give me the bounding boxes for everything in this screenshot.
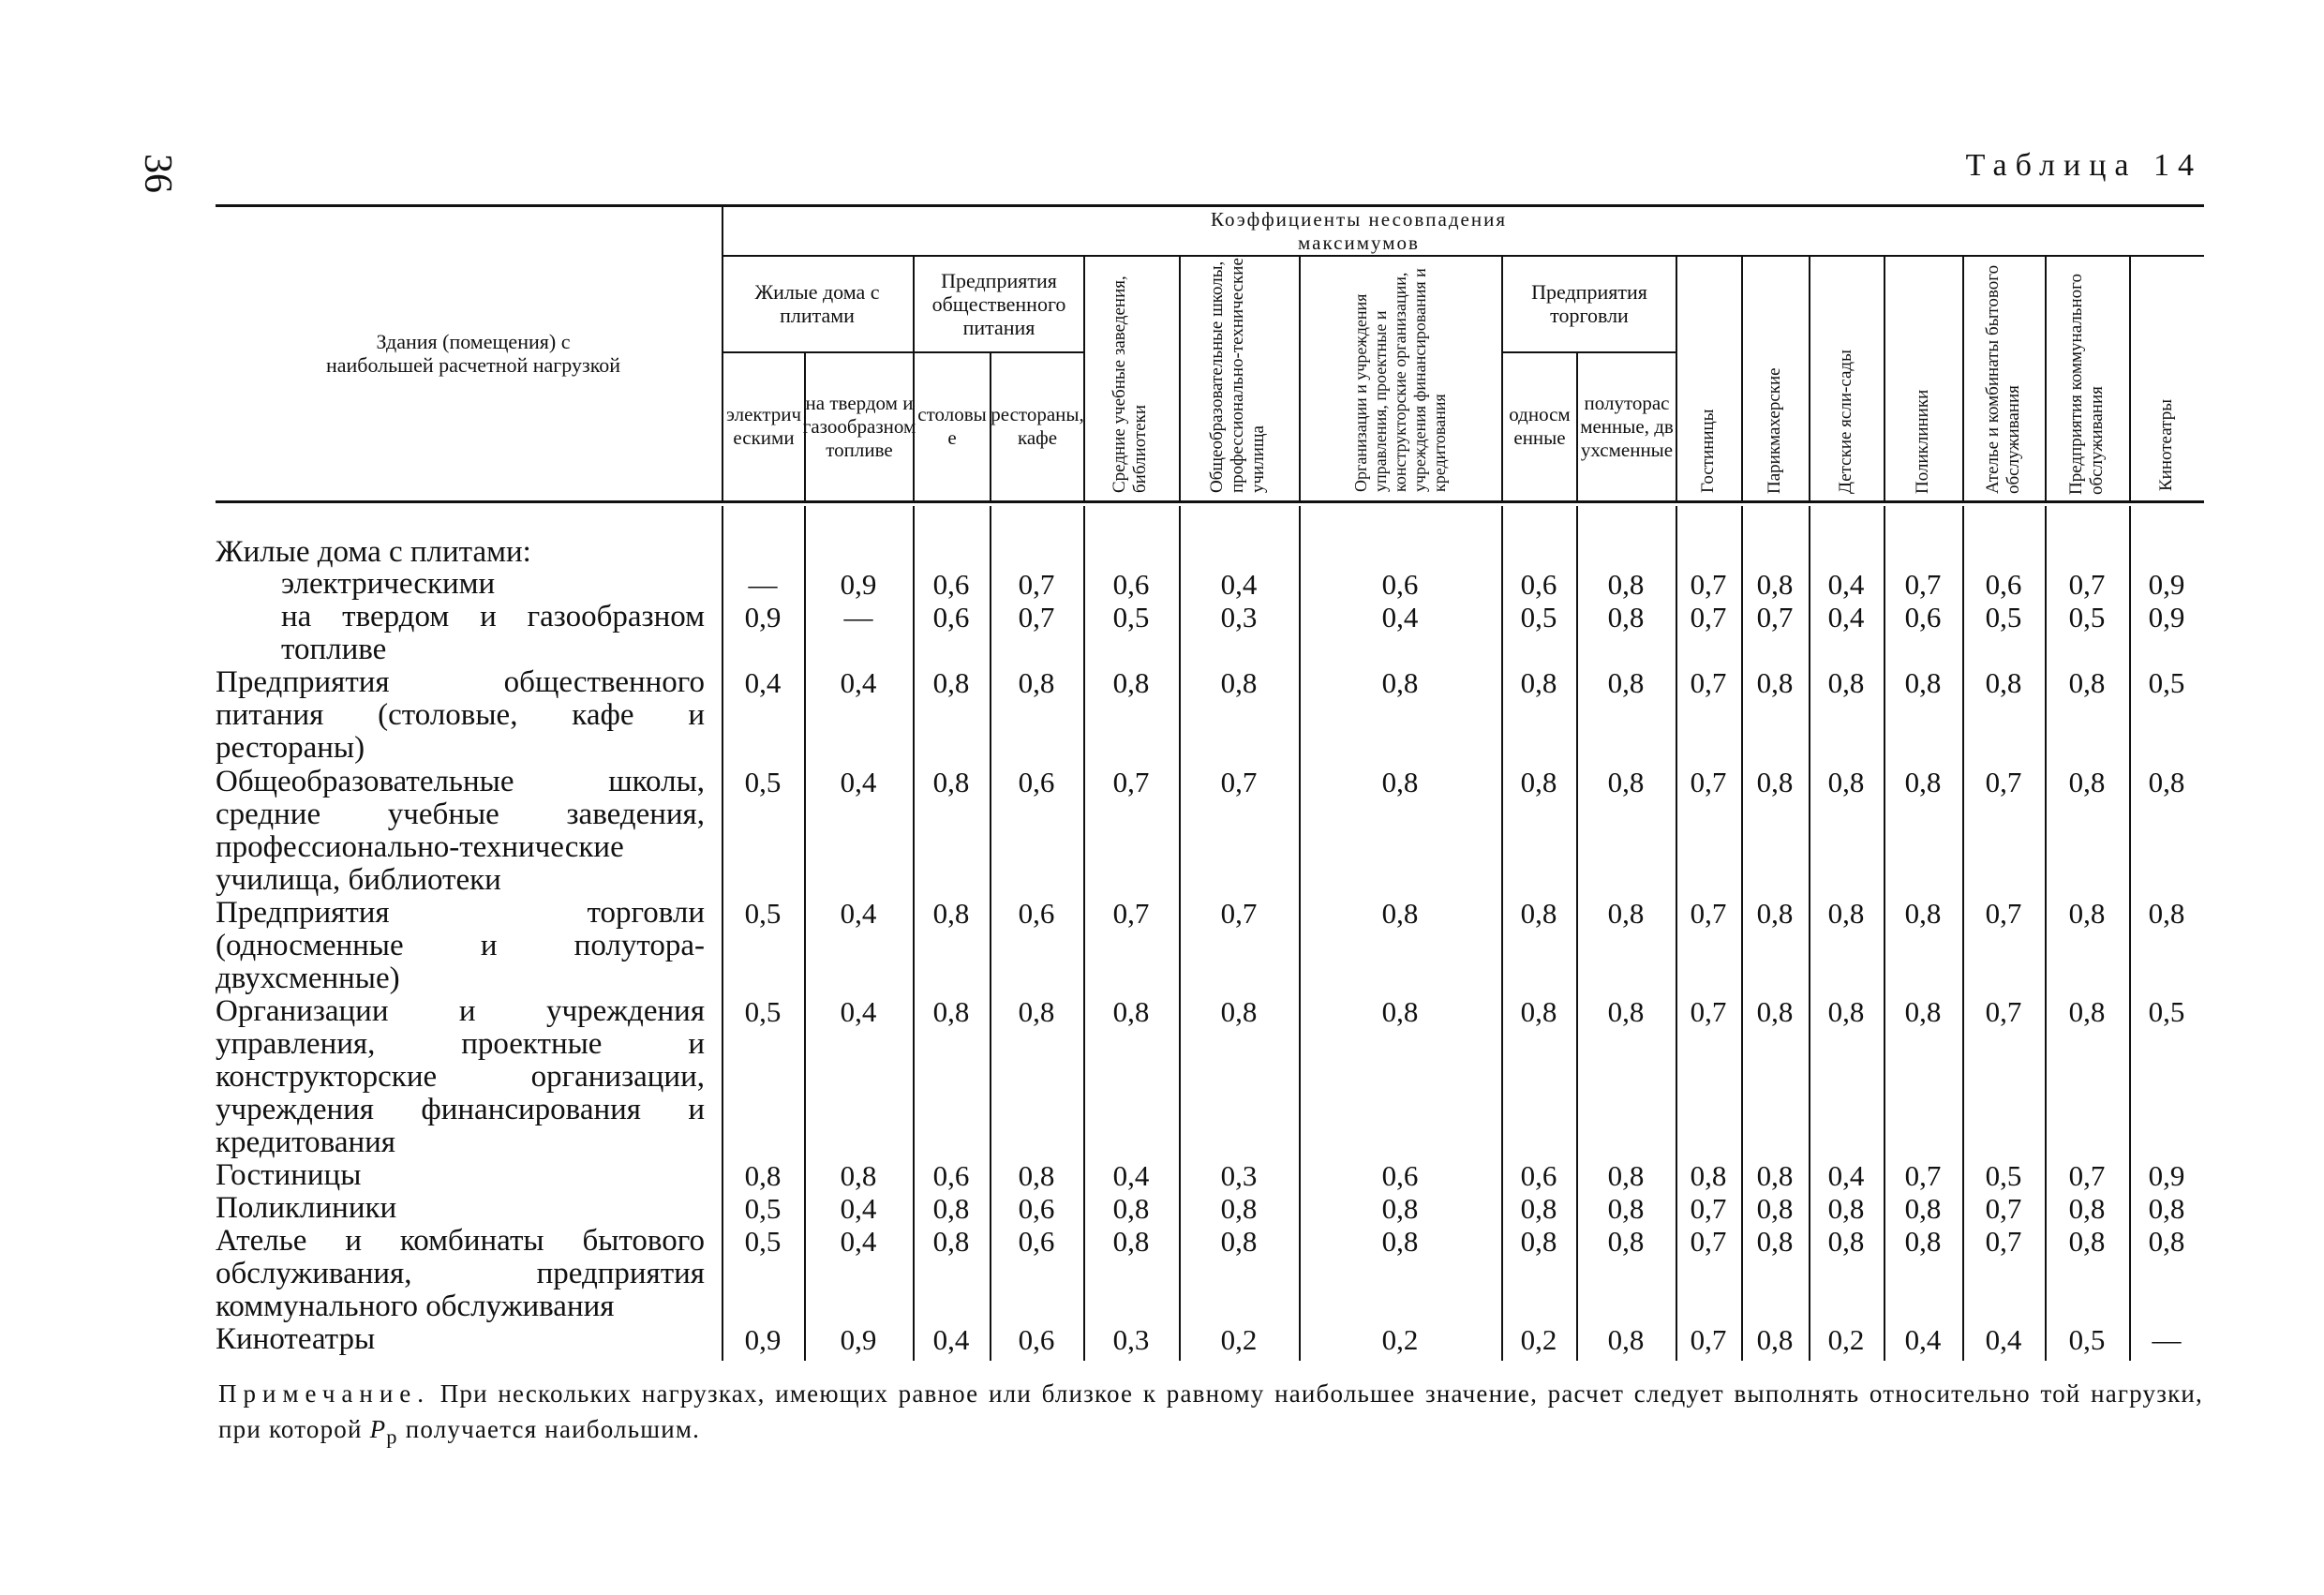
table-cell: 0,5 — [744, 897, 782, 930]
table-cell: 0,8 — [2068, 995, 2106, 1028]
table-cell: 0,8 — [1756, 568, 1794, 601]
row-label-trade: Предприятия торговли (односменные и полутора-двухсменные) — [216, 896, 705, 995]
row-label-solid-fuel: на твердом и газообразном топливе — [281, 600, 705, 666]
table-cell: 0,4 — [840, 666, 877, 699]
table-cell: 0,8 — [1827, 897, 1865, 930]
row-label-organizations: Организации и учреждения управления, проектные и конструкторские организации, учреждения финансирования и кредитования — [216, 994, 705, 1159]
table-cell: 0,5 — [1112, 601, 1150, 634]
table-cell: 0,9 — [840, 1323, 877, 1356]
table-cell: 0,8 — [1827, 1225, 1865, 1258]
column-header-polyclinics: Поликлиники — [1913, 389, 1932, 494]
table-cell: 0,7 — [1690, 995, 1727, 1028]
table-cell: 0,4 — [1985, 1323, 2022, 1356]
table-cell: 0,9 — [744, 1323, 782, 1356]
page-number: 36 — [136, 154, 179, 193]
table-cell: 0,7 — [1112, 766, 1150, 798]
table-cell: 0,4 — [1112, 1159, 1150, 1192]
table-cell: 0,3 — [1220, 601, 1258, 634]
table-cell: 0,8 — [1381, 1225, 1419, 1258]
table-cell: 0,8 — [1520, 666, 1557, 699]
table-cell: 0,6 — [1018, 1192, 1055, 1225]
table-cell: 0,4 — [840, 897, 877, 930]
table-cell: 0,6 — [1018, 766, 1055, 798]
note-text-after: получается наибольшим. — [405, 1415, 701, 1443]
table-cell: 0,8 — [1018, 995, 1055, 1028]
table-cell: 0,5 — [2148, 995, 2185, 1028]
table-cell: 0,8 — [2148, 766, 2185, 798]
table-cell: 0,8 — [1904, 1192, 1942, 1225]
table-cell: 0,7 — [1904, 1159, 1942, 1192]
row-label-ateliers: Ателье и комбинаты бытового обслуживания, предприятия коммунального обслуживания — [216, 1224, 705, 1323]
row-header: Здания (помещения) с наибольшей расчетной нагрузкой — [325, 330, 621, 377]
column-header-secondary-schools: Средние учебные заведения, библиотеки — [1110, 276, 1150, 493]
table-cell: 0,8 — [1827, 1192, 1865, 1225]
table-cell: 0,8 — [1607, 1225, 1645, 1258]
table-cell: 0,6 — [1381, 568, 1419, 601]
table-cell: 0,7 — [1690, 601, 1727, 634]
table-cell: 0,6 — [932, 568, 970, 601]
table-cell: 0,9 — [744, 601, 782, 634]
table-cell: 0,5 — [2068, 1323, 2106, 1356]
table-cell: 0,8 — [1756, 995, 1794, 1028]
table-cell: 0,7 — [1904, 568, 1942, 601]
table-cell: 0,3 — [1220, 1159, 1258, 1192]
table-cell: 0,8 — [744, 1159, 782, 1192]
table-cell: 0,4 — [1381, 601, 1419, 634]
column-header-general-schools: Общеобразовательные школы, профессионально-технические училища — [1207, 258, 1268, 493]
table-cell: 0,8 — [2068, 897, 2106, 930]
column-header-solid-fuel: на твердом и газообразном топливе — [802, 391, 916, 461]
note-subscript: р — [386, 1424, 398, 1449]
table-cell: 0,7 — [1690, 897, 1727, 930]
table-cell: 0,8 — [1607, 897, 1645, 930]
table-cell: 0,4 — [1904, 1323, 1942, 1356]
table-cell: 0,7 — [1690, 1192, 1727, 1225]
table-cell: 0,5 — [744, 995, 782, 1028]
row-label-schools: Общеобразовательные школы, средние учебные заведения, профессионально-технические училища, библиотеки — [216, 765, 705, 897]
table-cell: 0,8 — [1112, 666, 1150, 699]
table-cell: 0,8 — [1607, 766, 1645, 798]
table-cell: 0,6 — [1520, 1159, 1557, 1192]
table-cell: 0,8 — [1607, 601, 1645, 634]
table-cell: 0,6 — [1112, 568, 1150, 601]
table-cell: 0,7 — [2068, 568, 2106, 601]
table-cell: 0,2 — [1220, 1323, 1258, 1356]
table-cell: 0,2 — [1520, 1323, 1557, 1356]
table-cell: 0,8 — [1827, 666, 1865, 699]
table-cell: 0,8 — [1904, 1225, 1942, 1258]
table-cell: 0,4 — [1827, 601, 1865, 634]
table-cell: 0,9 — [2148, 1159, 2185, 1192]
table-cell: — — [843, 601, 873, 634]
table-cell: 0,8 — [1220, 1192, 1258, 1225]
column-header-kindergartens: Детские ясли-сады — [1836, 350, 1855, 494]
table-cell: 0,6 — [932, 601, 970, 634]
column-header-hotels: Гостиницы — [1698, 409, 1718, 493]
table-cell: 0,7 — [1018, 601, 1055, 634]
table-cell: 0,8 — [932, 995, 970, 1028]
table-cell: 0,9 — [840, 568, 877, 601]
table-cell: 0,5 — [1985, 601, 2022, 634]
table-cell: 0,8 — [840, 1159, 877, 1192]
table-cell: 0,8 — [1520, 1192, 1557, 1225]
table-cell: — — [2152, 1323, 2182, 1356]
table-cell: 0,4 — [744, 666, 782, 699]
table-cell: 0,7 — [1220, 897, 1258, 930]
table-cell: 0,8 — [1381, 995, 1419, 1028]
group-header-trade: Предприятия торговли — [1531, 280, 1647, 327]
table-cell: 0,5 — [2148, 666, 2185, 699]
table-cell: 0,8 — [1756, 1192, 1794, 1225]
table-cell: 0,8 — [1520, 897, 1557, 930]
table-cell: 0,4 — [840, 766, 877, 798]
row-label-polyclinics: Поликлиники — [216, 1191, 397, 1225]
table-cell: 0,7 — [1985, 1225, 2022, 1258]
table-cell: 0,4 — [1827, 568, 1865, 601]
table-cell: 0,8 — [932, 897, 970, 930]
column-header-communal-services: Предприятия коммунального обслуживания — [2066, 274, 2107, 495]
table-cell: 0,8 — [932, 666, 970, 699]
table-cell: 0,8 — [1018, 666, 1055, 699]
table-cell: 0,7 — [1690, 1323, 1727, 1356]
table-cell: 0,8 — [1381, 666, 1419, 699]
table-cell: 0,8 — [1607, 1192, 1645, 1225]
table-cell: 0,5 — [744, 1225, 782, 1258]
table-cell: 0,8 — [2148, 897, 2185, 930]
table-cell: 0,8 — [1381, 897, 1419, 930]
table-cell: 0,8 — [1904, 766, 1942, 798]
table-cell: 0,8 — [2068, 666, 2106, 699]
note-symbol: P — [369, 1415, 387, 1443]
table-cell: 0,8 — [1220, 995, 1258, 1028]
column-header-one-shift: односменные — [1509, 403, 1571, 449]
table-cell: 0,6 — [1985, 568, 2022, 601]
table-cell: 0,5 — [2068, 601, 2106, 634]
table-cell: 0,4 — [840, 1192, 877, 1225]
table-cell: 0,7 — [1220, 766, 1258, 798]
table-cell: 0,8 — [1112, 1225, 1150, 1258]
table-cell: 0,4 — [1220, 568, 1258, 601]
table-cell: 0,7 — [1690, 666, 1727, 699]
column-header-restaurants: рестораны, кафе — [991, 403, 1084, 449]
table-cell: 0,5 — [744, 1192, 782, 1225]
table-cell: 0,7 — [1985, 995, 2022, 1028]
table-cell: 0,6 — [1381, 1159, 1419, 1192]
row-label-hotels: Гостиницы — [216, 1158, 362, 1192]
table-cell: 0,6 — [1520, 568, 1557, 601]
table-cell: 0,8 — [1381, 1192, 1419, 1225]
super-header: Коэффициенты несовпадения максимумов — [1210, 208, 1508, 254]
table-cell: 0,7 — [1690, 1225, 1727, 1258]
table-cell: 0,8 — [1756, 766, 1794, 798]
table-cell: 0,9 — [2148, 568, 2185, 601]
table-cell: 0,8 — [932, 766, 970, 798]
column-header-ateliers: Ателье и комбинаты бытового обслуживания — [1983, 264, 2023, 494]
group-header-catering: Предприятия общественного питания — [931, 268, 1066, 339]
note-lead: Примечание. — [218, 1379, 431, 1408]
table-cell: 0,6 — [932, 1159, 970, 1192]
table-cell: 0,8 — [1904, 897, 1942, 930]
table-cell: 0,6 — [1018, 1323, 1055, 1356]
table-cell: 0,8 — [1756, 1225, 1794, 1258]
table-cell: 0,8 — [2148, 1192, 2185, 1225]
column-header-hairdressers: Парикмахерские — [1765, 367, 1784, 494]
table-cell: 0,6 — [1018, 1225, 1055, 1258]
row-label-cinemas: Кинотеатры — [216, 1322, 376, 1356]
table-cell: 0,8 — [1756, 1159, 1794, 1192]
table-cell: 0,8 — [1607, 1323, 1645, 1356]
table-cell: 0,8 — [2068, 766, 2106, 798]
table-cell: 0,7 — [2068, 1159, 2106, 1192]
row-label-residential-group: Жилые дома с плитами: — [216, 535, 531, 569]
column-header-two-shift: полуторасменные, двухсменные — [1580, 391, 1674, 461]
table-cell: 0,8 — [2068, 1225, 2106, 1258]
column-header-canteens: столовые — [917, 403, 987, 449]
table-cell: 0,8 — [1827, 995, 1865, 1028]
table-cell: 0,7 — [1018, 568, 1055, 601]
table-cell: 0,9 — [2148, 601, 2185, 634]
table-cell: 0,2 — [1827, 1323, 1865, 1356]
table-cell: 0,8 — [1220, 666, 1258, 699]
table-cell: 0,3 — [1112, 1323, 1150, 1356]
table-cell: 0,7 — [1112, 897, 1150, 930]
table-cell: 0,8 — [1904, 666, 1942, 699]
table-cell: 0,7 — [1756, 601, 1794, 634]
table-cell: 0,8 — [1520, 1225, 1557, 1258]
table-cell: 0,5 — [1985, 1159, 2022, 1192]
table-cell: 0,5 — [744, 766, 782, 798]
table-cell: 0,8 — [1607, 1159, 1645, 1192]
table-title: Таблица 14 — [1965, 148, 2202, 183]
group-header-residential: Жилые дома с плитами — [754, 280, 880, 327]
table-cell: 0,2 — [1381, 1323, 1419, 1356]
table-cell: 0,8 — [2068, 1192, 2106, 1225]
table-cell: 0,8 — [2148, 1225, 2185, 1258]
column-header-cinemas: Кинотеатры — [2156, 399, 2176, 491]
table-cell: 0,8 — [1827, 766, 1865, 798]
table-cell: 0,8 — [1690, 1159, 1727, 1192]
table-cell: 0,8 — [1220, 1225, 1258, 1258]
table-cell: 0,8 — [1112, 1192, 1150, 1225]
table-cell: 0,8 — [1607, 666, 1645, 699]
table-cell: 0,4 — [932, 1323, 970, 1356]
table-cell: 0,7 — [1985, 1192, 2022, 1225]
table-cell: — — [748, 568, 778, 601]
table-cell: 0,8 — [1381, 766, 1419, 798]
table-cell: 0,7 — [1985, 766, 2022, 798]
table-cell: 0,5 — [1520, 601, 1557, 634]
note-text-before: При нескольких нагрузках, имеющих равное или близкое к равному наибольшее значение, расчет следует выполнять относительно той нагрузки, при которой — [218, 1379, 2204, 1443]
table-cell: 0,4 — [1827, 1159, 1865, 1192]
table-cell: 0,8 — [932, 1225, 970, 1258]
table-cell: 0,8 — [932, 1192, 970, 1225]
table-cell: 0,4 — [840, 995, 877, 1028]
table-cell: 0,4 — [840, 1225, 877, 1258]
table-cell: 0,8 — [1985, 666, 2022, 699]
table-cell: 0,7 — [1690, 766, 1727, 798]
table-cell: 0,6 — [1018, 897, 1055, 930]
table-cell: 0,6 — [1904, 601, 1942, 634]
row-label-catering: Предприятия общественного питания (столовые, кафе и рестораны) — [216, 665, 705, 765]
table-cell: 0,8 — [1756, 897, 1794, 930]
column-header-organizations: Организации и учреждения управления, проектные и конструкторские организации, учреждения финансирования и кредитования — [1350, 268, 1449, 492]
column-header-electric: электрическими — [725, 403, 802, 449]
table-cell: 0,8 — [1607, 568, 1645, 601]
table-cell: 0,7 — [1985, 897, 2022, 930]
table-cell: 0,8 — [1904, 995, 1942, 1028]
table-note — [218, 1376, 2203, 1454]
table-cell: 0,8 — [1520, 766, 1557, 798]
table-cell: 0,8 — [1112, 995, 1150, 1028]
table-cell: 0,8 — [1520, 995, 1557, 1028]
row-label-electric: электрическими — [281, 567, 496, 601]
table-cell: 0,8 — [1756, 666, 1794, 699]
table-cell: 0,8 — [1756, 1323, 1794, 1356]
table-cell: 0,8 — [1607, 995, 1645, 1028]
table-cell: 0,7 — [1690, 568, 1727, 601]
table-cell: 0,8 — [1018, 1159, 1055, 1192]
